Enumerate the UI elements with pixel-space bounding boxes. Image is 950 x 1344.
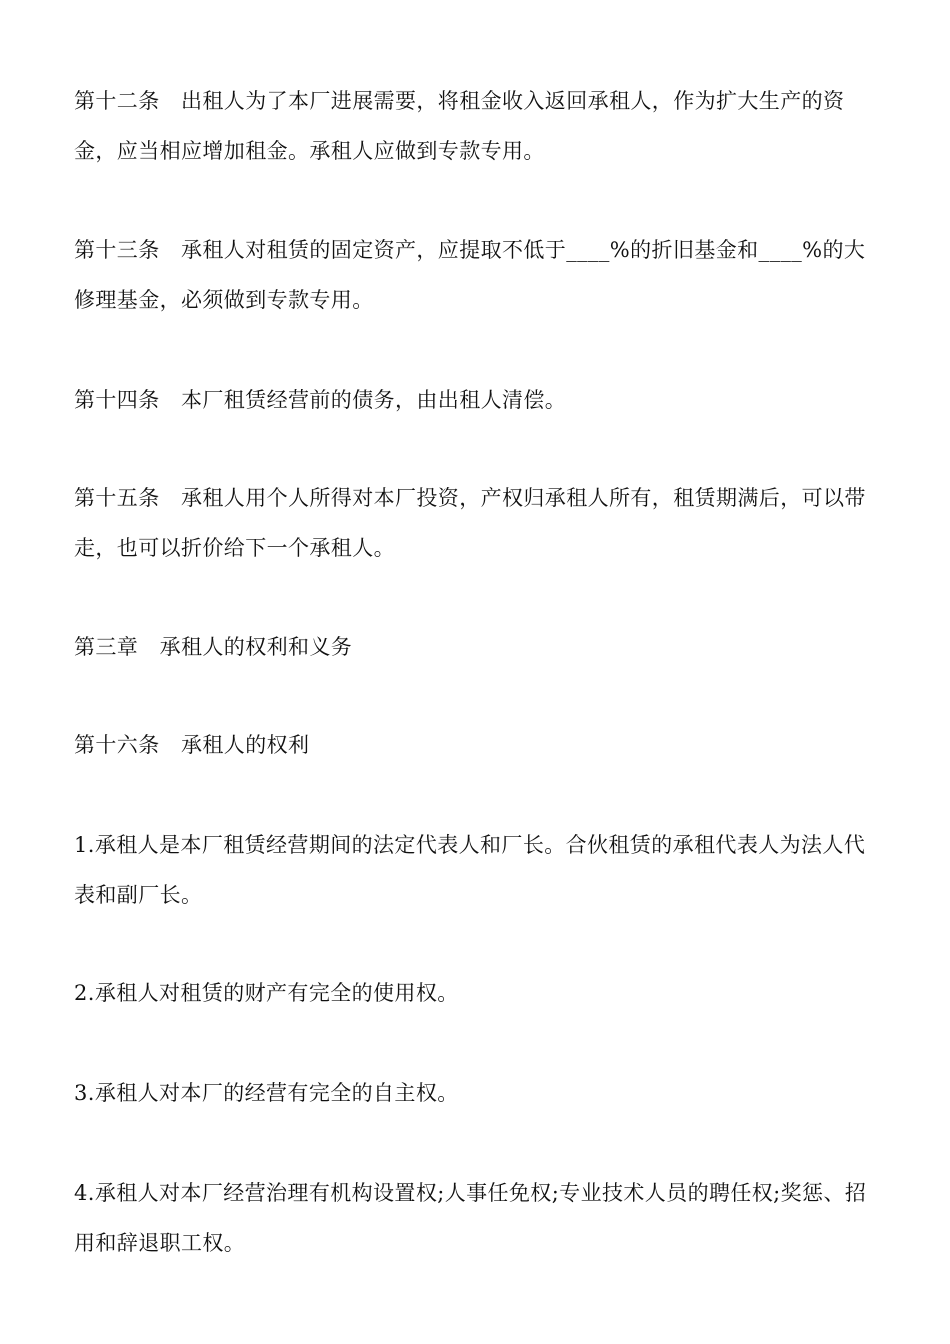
article-13-paragraph: 第十三条 承租人对租赁的固定资产，应提取不低于____%的折旧基金和____%的大修理基金，必须做到专款专用。 [74,238,866,312]
article-14-paragraph: 第十四条 本厂租赁经营前的债务，由出租人清偿。 [74,388,567,412]
chapter-3-heading: 第三章 承租人的权利和义务 [74,635,353,659]
rights-item-3: 3.承租人对本厂的经营有完全的自主权。 [74,1081,459,1105]
rights-item-1: 1.承租人是本厂租赁经营期间的法定代表人和厂长。合伙租赁的承租代表人为法人代表和副厂长。 [74,833,866,907]
rights-item-4: 4.承租人对本厂经营治理有机构设置权;人事任免权;专业技术人员的聘任权;奖惩、招用和辞退职工权。 [74,1181,867,1255]
article-16-heading: 第十六条 承租人的权利 [74,733,310,757]
article-12-paragraph: 第十二条 出租人为了本厂进展需要，将租金收入返回承租人，作为扩大生产的资金，应当相应增加租金。承租人应做到专款专用。 [74,89,845,163]
rights-item-2: 2.承租人对租赁的财产有完全的使用权。 [74,981,459,1005]
article-15-paragraph: 第十五条 承租人用个人所得对本厂投资，产权归承租人所有，租赁期满后，可以带走，也可以折价给下一个承租人。 [74,486,866,560]
